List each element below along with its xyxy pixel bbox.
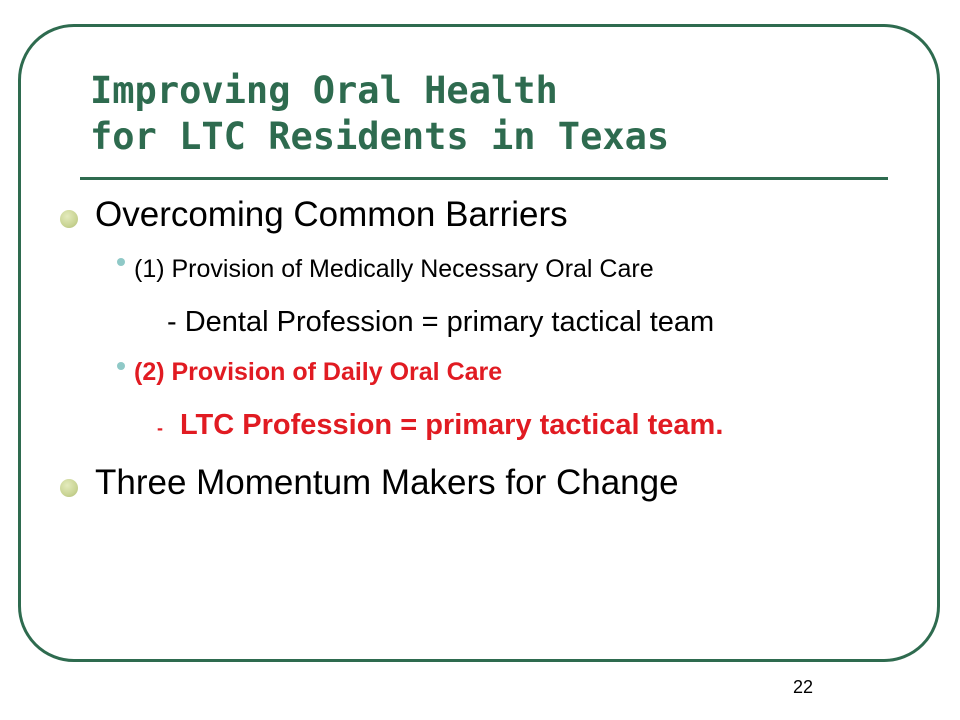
detail-dash: -: [157, 418, 163, 438]
sub-bullet-daily-oral-care: (2) Provision of Daily Oral Care: [134, 358, 503, 386]
slide-number: 22: [793, 677, 814, 697]
title-divider: [80, 177, 888, 180]
sub-bullet-medically-necessary: (1) Provision of Medically Necessary Oral Care: [134, 255, 654, 283]
sub-bullet-dot-icon: [117, 258, 125, 266]
bullet-momentum-makers: Three Momentum Makers for Change: [95, 463, 679, 502]
slide-title: [90, 68, 669, 160]
detail-dental-profession: - Dental Profession = primary tactical team: [167, 306, 715, 338]
sub-bullet-dot-icon: [117, 362, 125, 370]
bullet-dot-icon: [60, 210, 78, 228]
bullet-dot-icon: [60, 479, 78, 497]
detail-ltc-profession: LTC Profession = primary tactical team.: [180, 409, 724, 441]
bullet-overcoming-barriers: Overcoming Common Barriers: [95, 195, 568, 234]
slide-title-line1: Improving Oral Health: [90, 69, 558, 112]
slide-title-line2: for LTC Residents in Texas: [90, 115, 670, 158]
